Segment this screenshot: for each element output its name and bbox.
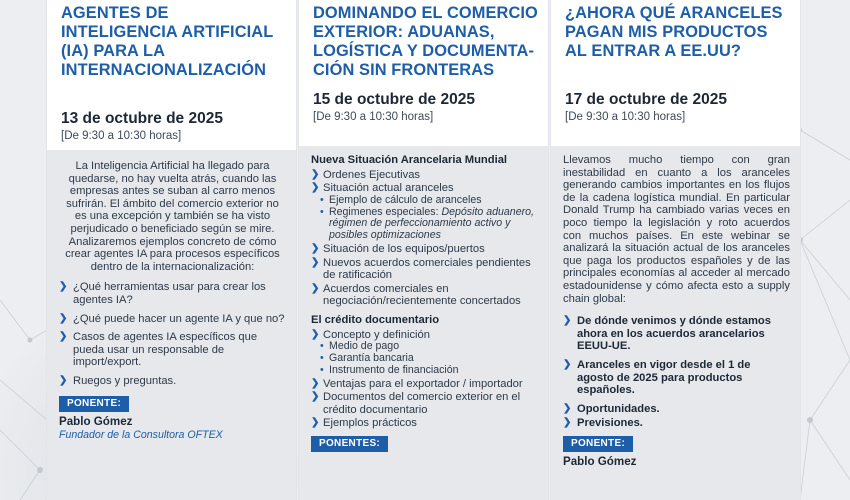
sub-list <box>311 195 538 242</box>
webinar-time: [De 9:30 a 10:30 horas] <box>61 130 182 142</box>
webinar-title: DOMINANDO EL COMERCIO EXTERIOR: ADUANAS, LOGÍSTICA Y DOCUMENTA-CIÓN SIN FRONTERAS <box>313 4 538 79</box>
sub-list-item: • Regimenes especiales: Depósito aduanero, régimen de perfeccionamiento activo y posibles optimizaciones <box>320 205 534 242</box>
chevron-right-icon: ❯ <box>59 281 68 293</box>
chevron-right-icon: ❯ <box>59 331 68 343</box>
column-body <box>551 146 800 500</box>
column-header <box>551 0 800 146</box>
webinar-column-aranceles <box>551 0 800 500</box>
list-item: ❯ Concepto y definición • Medio de pago • Garantía bancaria • Instrumento de financiación <box>311 329 538 377</box>
topic-list <box>563 315 790 430</box>
list-item: ❯ Ejemplos prácticos <box>311 417 417 430</box>
list-item: ❯ Situación actual aranceles • Ejemplo de cálculo de aranceles • Regimenes especiales: Depósito aduanero, régimen de perfeccionamiento activo y posibles optimizaciones <box>311 182 538 242</box>
speaker-role: Fundador de la Consultora OFTEX <box>59 428 223 441</box>
list-item: ❯ Aranceles en vigor desde el 1 de agosto de 2025 para productos españoles. <box>563 358 751 397</box>
webinar-time: [De 9:30 a 10:30 horas] <box>313 111 434 123</box>
speaker-badge: PONENTE: <box>563 436 633 453</box>
sub-list-item: • Medio de pago <box>320 340 400 353</box>
webinar-date: 13 de octubre de 2025 <box>61 110 223 127</box>
webinar-column-ia <box>47 0 296 500</box>
speaker-name: Pablo Gómez <box>563 455 637 469</box>
webinar-date: 15 de octubre de 2025 <box>313 91 475 108</box>
section-list <box>311 169 538 308</box>
topic-list <box>59 281 286 387</box>
chevron-right-icon: ❯ <box>311 256 320 268</box>
chevron-right-icon: ❯ <box>311 417 320 429</box>
chevron-right-icon: ❯ <box>59 374 68 386</box>
list-item: ❯ Acuerdos comerciales en negociación/recientemente concertados <box>311 282 521 308</box>
list-item: ❯ Oportunidades. <box>563 402 660 415</box>
list-item: ❯ Documentos del comercio exterior en el crédito documentario <box>311 391 521 416</box>
chevron-right-icon: ❯ <box>311 391 320 403</box>
list-item: ❯ Situación de los equipos/puertos <box>311 242 485 255</box>
chevron-right-icon: ❯ <box>563 417 572 429</box>
webinar-title: AGENTES DE INTELIGENCIA ARTIFICIAL (IA) PARA LA INTERNACIONALIZACIÓN <box>61 4 274 79</box>
sub-list-item: • Garantía bancaria <box>320 351 414 364</box>
section-heading: El crédito documentario <box>311 313 440 326</box>
chevron-right-icon: ❯ <box>311 282 320 294</box>
intro-text: La Inteligencia Artificial ha llegado para quedarse, no hay vuelta atrás, cuando las empresas antes se suban al carro menos sufrirán. El ámbito del comercio exterior no es una excepción y también se ha visto perjudicado o beneficiado según se mire. Analizaremos ejemplos concreto de cómo crear agentes IA para procesos específicos dentro de la internacionalización: <box>65 160 280 273</box>
chevron-right-icon: ❯ <box>563 358 572 370</box>
column-body <box>299 146 548 500</box>
list-item: ❯ ¿Qué herramientas usar para crear los agentes IA? <box>59 281 266 306</box>
chevron-right-icon: ❯ <box>311 182 320 194</box>
list-item: ❯ ¿Qué puede hacer un agente IA y que no? <box>59 312 285 325</box>
speakers-badge: PONENTES: <box>311 436 388 453</box>
list-item: ❯ Ventajas para el exportador / importador <box>311 377 523 390</box>
list-item: ❯ Ordenes Ejecutivas <box>311 168 421 181</box>
column-body <box>47 150 296 500</box>
chevron-right-icon: ❯ <box>59 312 68 324</box>
sub-list-item: • Ejemplo de cálculo de aranceles <box>320 193 482 206</box>
list-item: ❯ De dónde venimos y dónde estamos ahora en los acuerdos arancelarios EEUU-UE. <box>563 315 771 353</box>
speaker-name: Pablo Gómez <box>59 415 133 429</box>
column-header <box>299 0 548 146</box>
chevron-right-icon: ❯ <box>311 168 320 180</box>
chevron-right-icon: ❯ <box>563 402 572 414</box>
sub-list-item: • Instrumento de financiación <box>320 363 459 376</box>
webinar-column-comercio-exterior <box>299 0 548 500</box>
list-item: ❯ Ruegos y preguntas. <box>59 374 177 387</box>
sub-list <box>311 341 538 376</box>
speaker-badge: PONENTE: <box>59 396 129 413</box>
column-header <box>47 0 296 150</box>
intro-text: Llevamos mucho tiempo con gran inestabilidad en cuanto a los aranceles generando cambios importantes en los flujos de la cadena logística mundial. En particular Donald Trump ha cambiado varias veces en poco tiempo la legislación y roto acuerdos con muchos países. En este webinar se analizará la situación actual de los aranceles que paga los productos españoles y de las principales economías al acceder al mercado estadounidense y cómo afecta esto a supply chain global: <box>563 154 790 305</box>
chevron-right-icon: ❯ <box>563 315 572 327</box>
chevron-right-icon: ❯ <box>311 328 320 340</box>
list-item: ❯ Nuevos acuerdos comerciales pendientes de ratificación <box>311 256 531 282</box>
webinar-date: 17 de octubre de 2025 <box>565 91 727 108</box>
chevron-right-icon: ❯ <box>311 242 320 254</box>
webinar-time: [De 9:30 a 10:30 horas] <box>565 111 686 123</box>
webinar-title: ¿AHORA QUÉ ARANCELES PAGAN MIS PRODUCTOS AL ENTRAR A EE.UU? <box>565 4 783 60</box>
list-item: ❯ Casos de agentes IA específicos que pueda usar un responsable de import/export. <box>59 331 258 369</box>
section-heading: Nueva Situación Arancelaria Mundial <box>311 154 508 166</box>
chevron-right-icon: ❯ <box>311 377 320 389</box>
list-item: ❯ Previsiones. <box>563 417 643 430</box>
section-list <box>311 329 538 430</box>
